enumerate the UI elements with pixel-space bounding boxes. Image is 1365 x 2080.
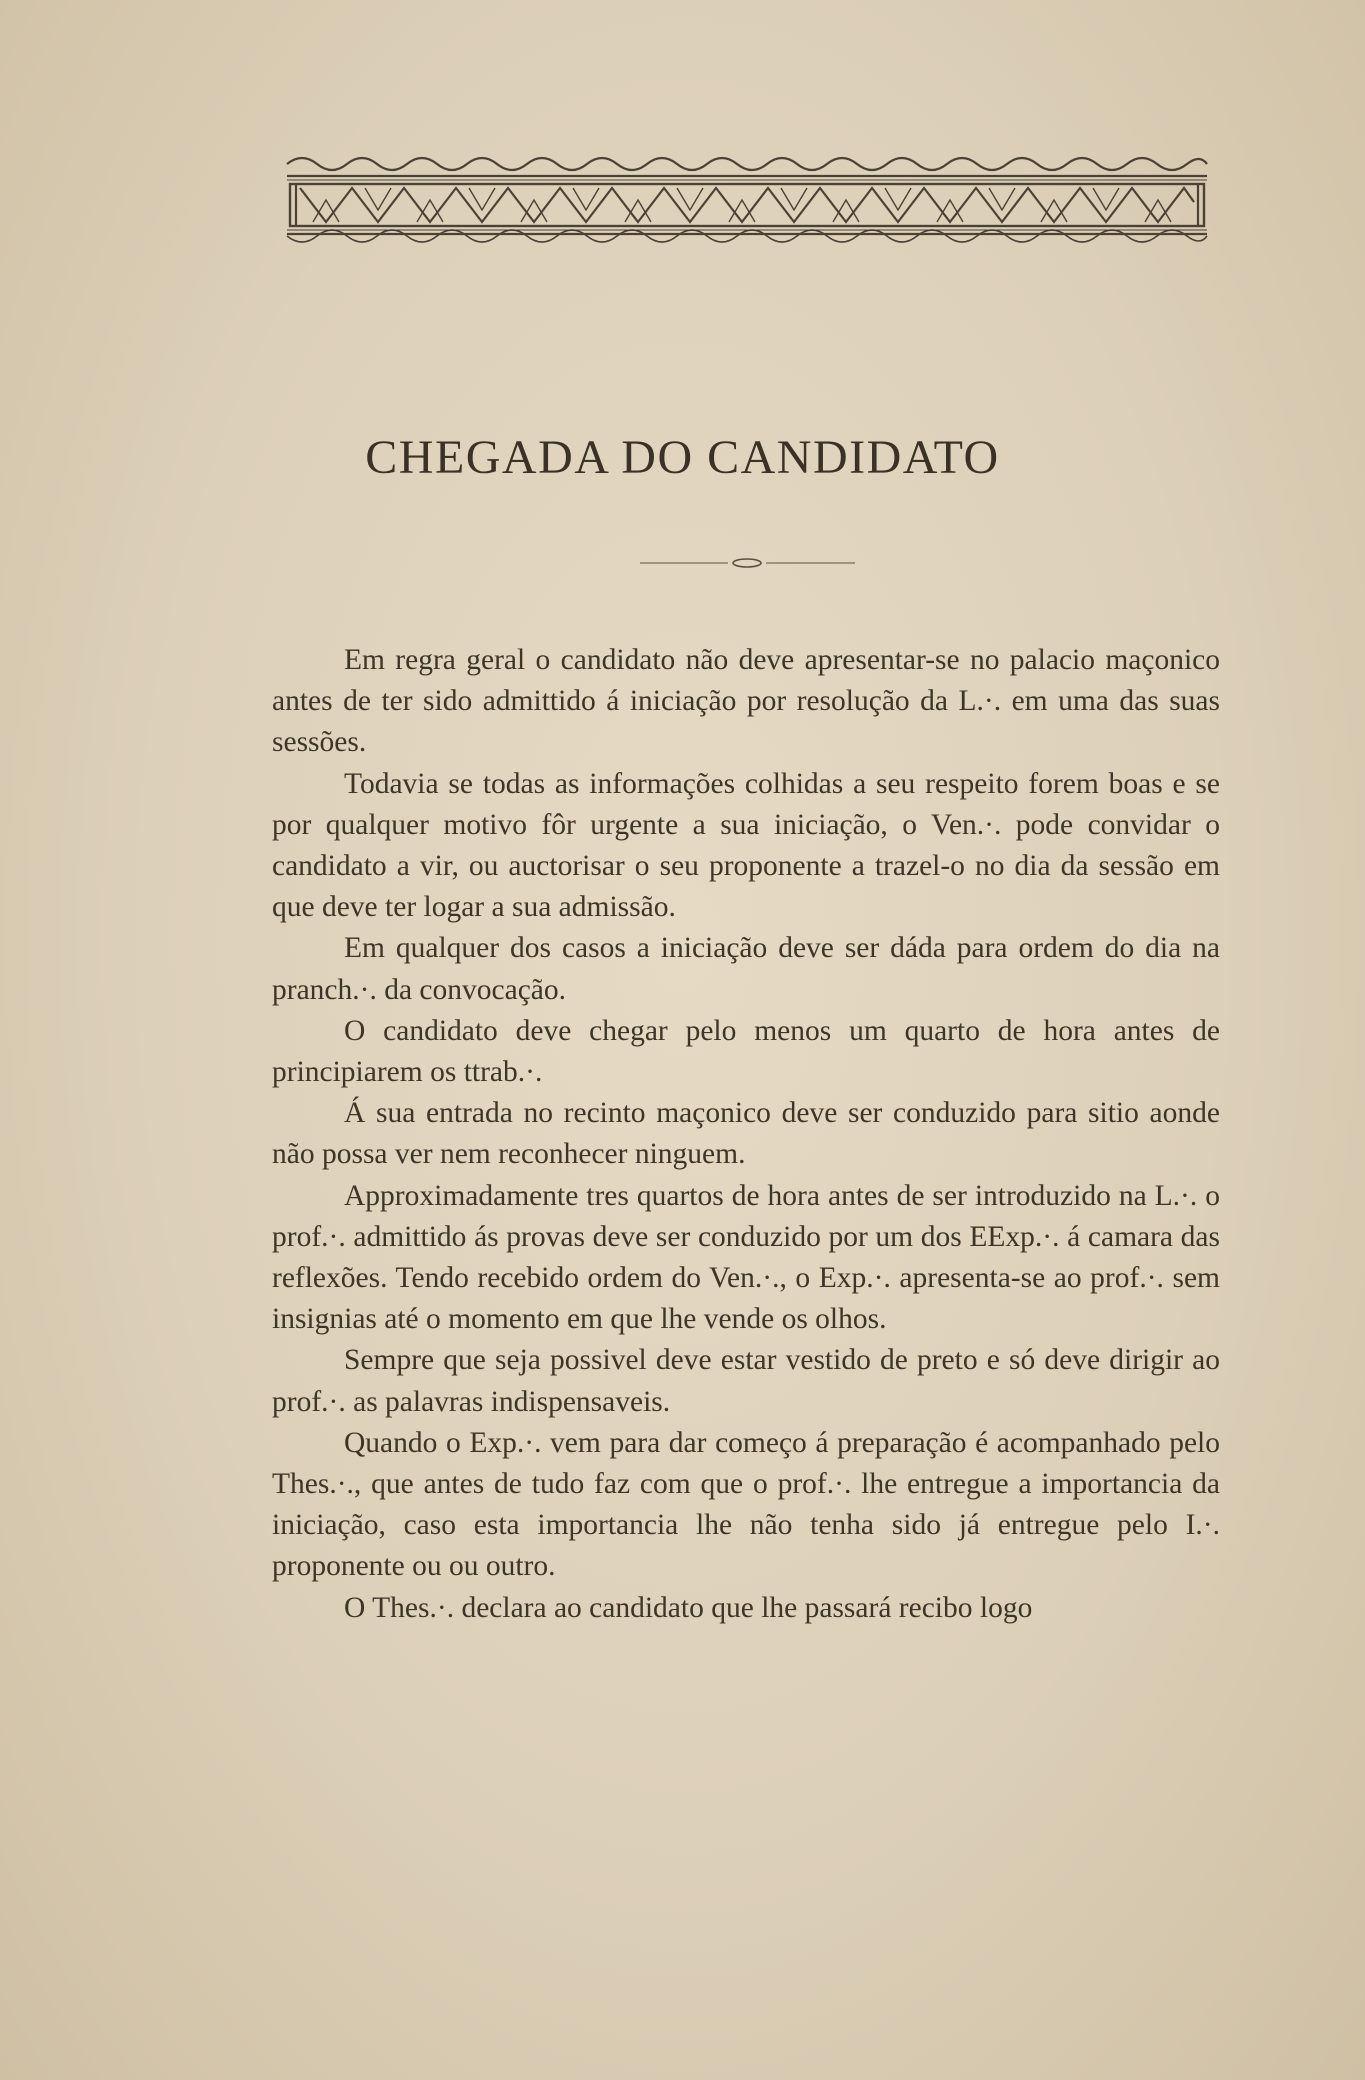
paragraph: Á sua entrada no recinto maçonico deve ser conduzido para sitio aonde não possa ver nem reconhecer ninguem. [272,1097,1220,1171]
header-ornament-icon [282,150,1212,250]
page-title: CHEGADA DO CANDIDATO [365,431,1000,484]
paragraph: Sempre que seja possivel deve estar vestido de preto e só deve dirigir ao prof.·. as palavras indispensaveis. [272,1344,1220,1418]
body-text [272,640,1220,1629]
paragraph: Todavia se todas as informações colhidas a seu respeito forem boas e se por qualquer motivo fôr urgente a sua iniciação, o Ven.·. pode convidar o candidato a vir, ou auctorisar o seu proponente a trazel-o no dia da sessão em que deve ter logar a sua admissão. [272,767,1220,924]
paragraph: Em qualquer dos casos a iniciação deve ser dáda para ordem do dia na pranch.·. da convocação. [272,932,1220,1006]
paragraph: O candidato deve chegar pelo menos um quarto de hora antes de principiarem os ttrab.·. [272,1014,1220,1089]
flourish-divider-icon [640,556,855,570]
paragraph: Quando o Exp.·. vem para dar começo á preparação é acompanhado pelo Thes.·., que antes de tudo faz com que o prof.·. lhe entregue a importancia da iniciação, caso esta importancia lhe não tenha sido já entregue pelo I.·. proponente ou ou outro. [272,1426,1220,1583]
paragraph: Em regra geral o candidato não deve apresentar-se no palacio maçonico antes de ter sido admittido á iniciação por resolução da L.·. em uma das suas sessões. [272,644,1220,759]
paragraph: Approximadamente tres quartos de hora antes de ser introduzido na L.·. o prof.·. admittido ás provas deve ser conduzido por um dos EExp.·. á camara das reflexões. Tendo recebido ordem do Ven.·., o Exp.·. apresenta-se ao prof.·. sem insignias até o momento em que lhe vende os olhos. [272,1179,1220,1336]
paragraph: O Thes.·. declara ao candidato que lhe passará recibo logo [344,1591,1033,1624]
